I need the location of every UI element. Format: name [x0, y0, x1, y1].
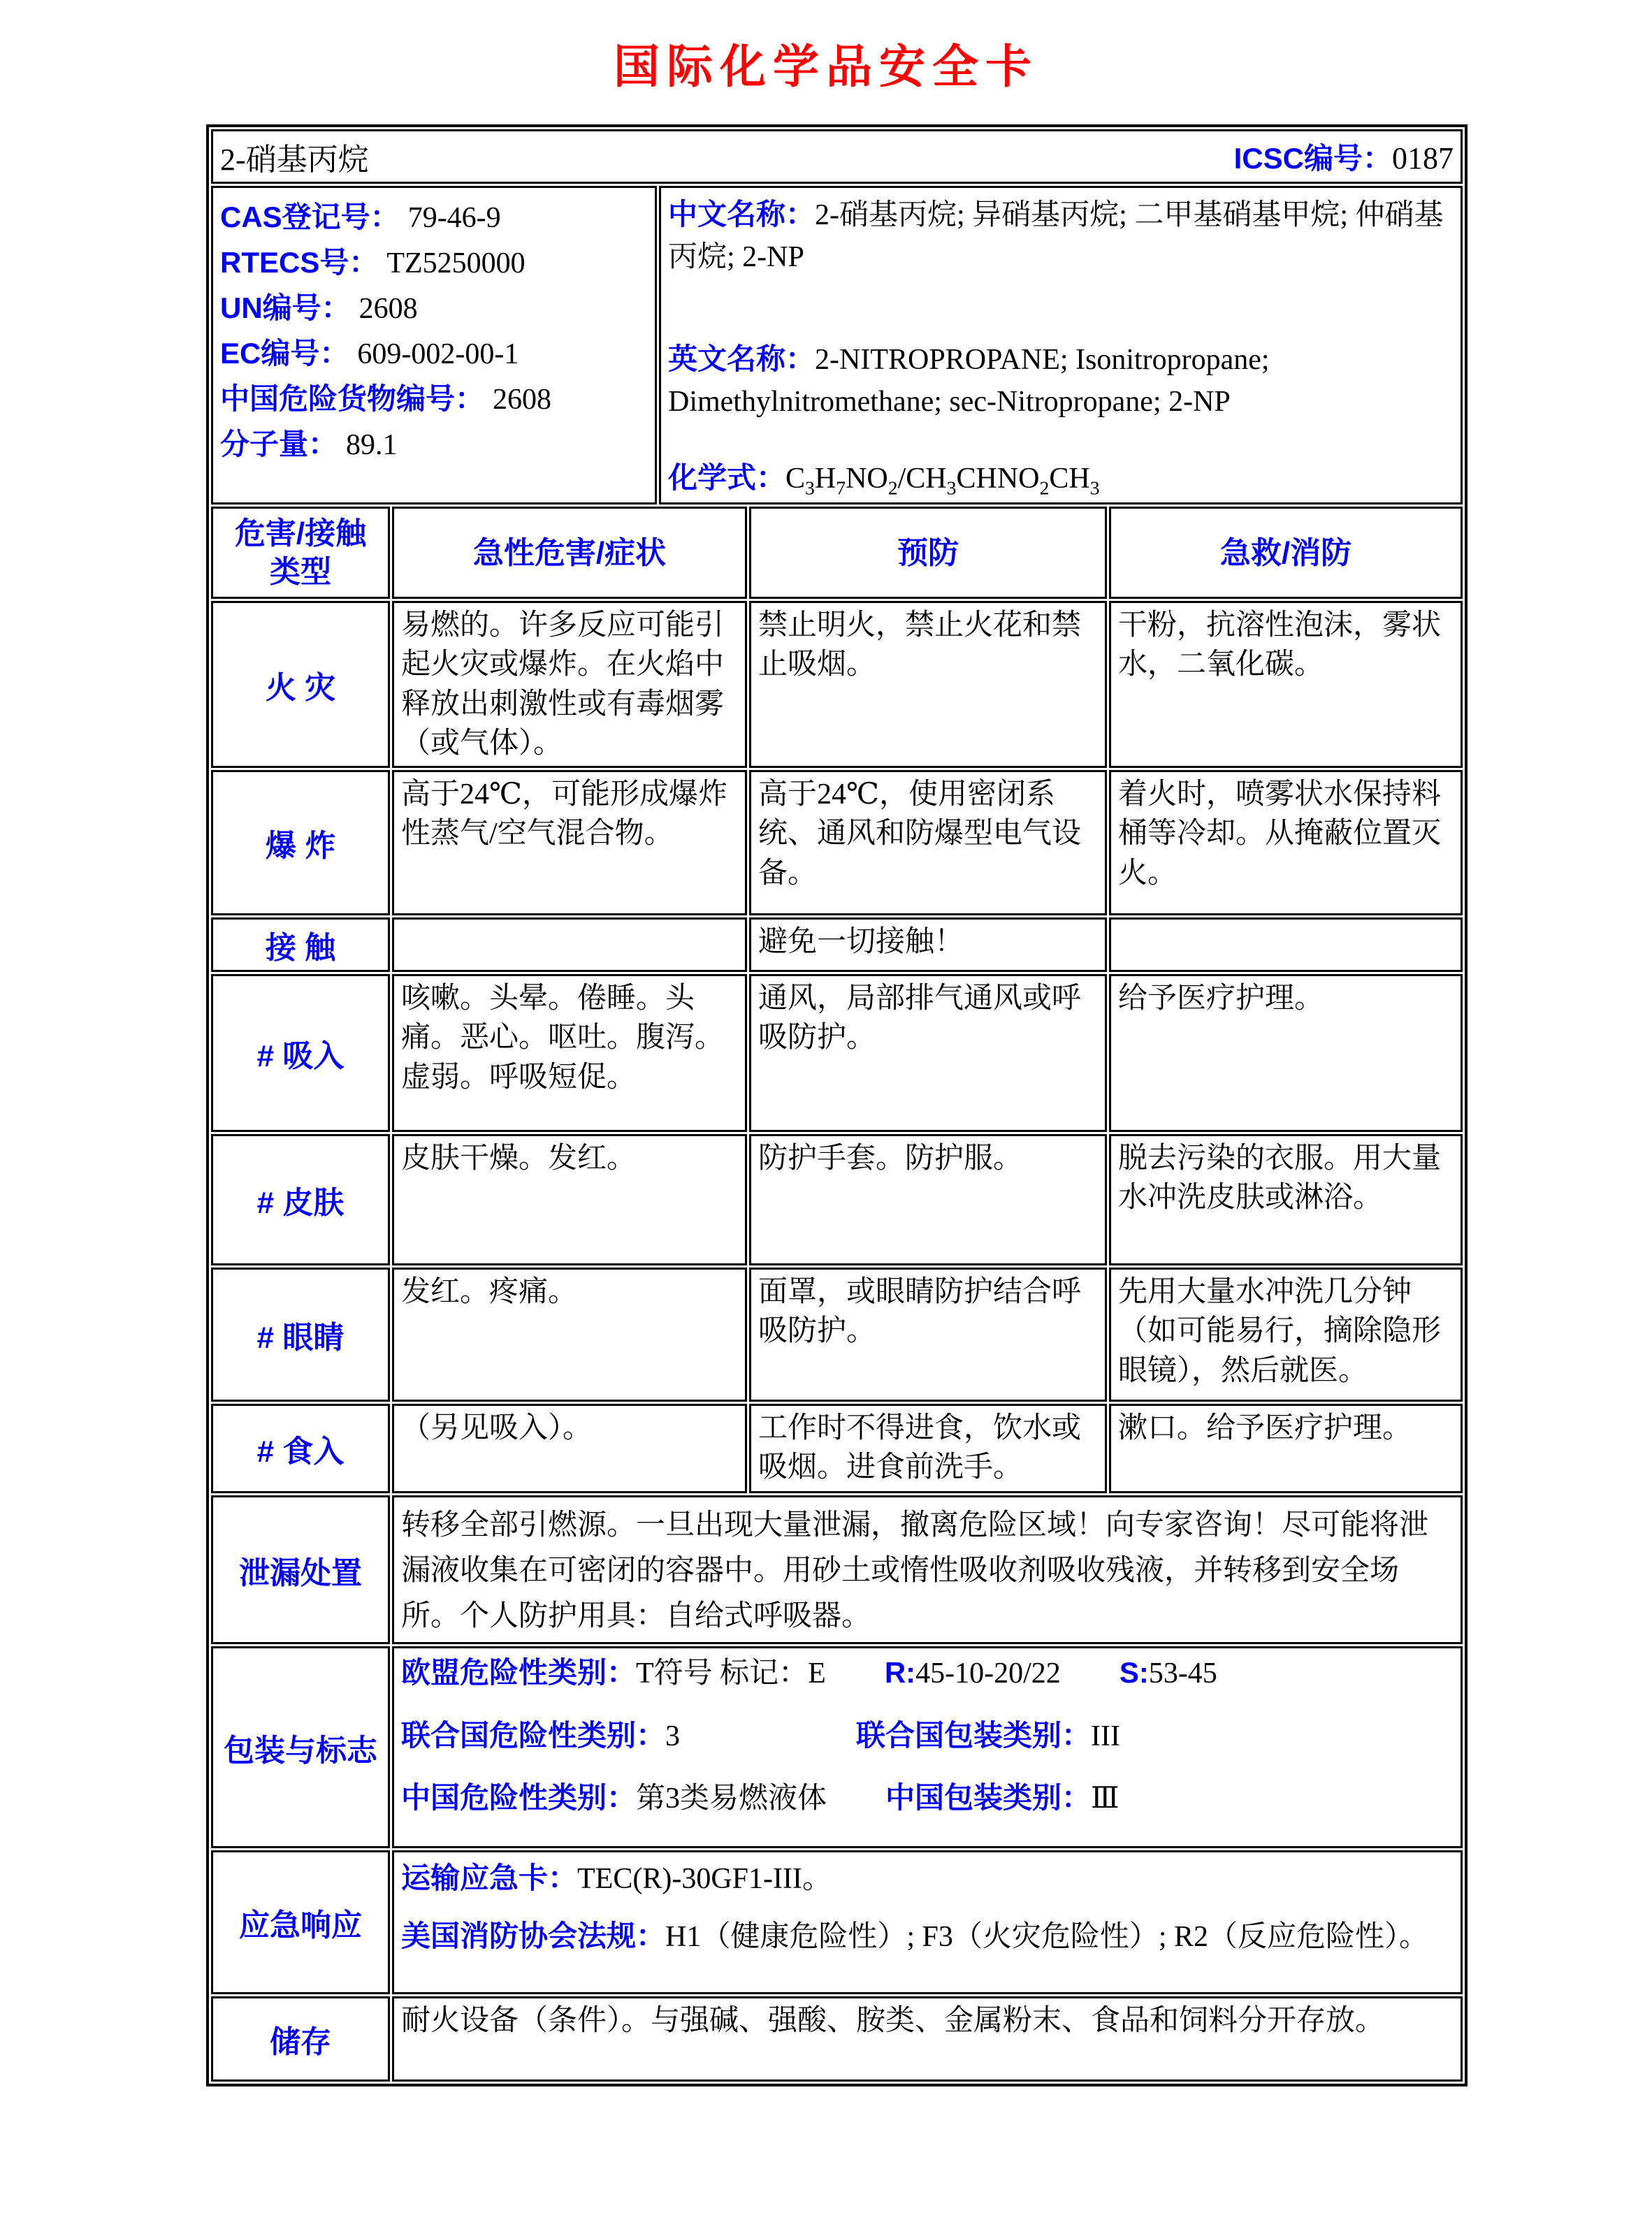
formula-subscript: 2 [1039, 476, 1050, 498]
inline-text: 45-10-20/22 [915, 1657, 1120, 1690]
hazard-prevention-cell: 避免一切接触！ [749, 917, 1107, 972]
hazard-type-label: # 眼睛 [256, 1321, 345, 1356]
hazard-type-cell [211, 1268, 390, 1402]
english-name-value: 2-NITROPROPANE; Isonitropropane; Dimethylnitromethane; sec-Nitropropane; 2-NP [668, 344, 1270, 418]
section-content-cell [392, 1495, 1463, 1644]
identifier-line [220, 240, 648, 286]
section-line [401, 1655, 1454, 1691]
inline-text: 53-45 [1148, 1657, 1217, 1690]
inline-text: T符号 标记：E [636, 1657, 885, 1690]
inline-label: 运输应急卡： [401, 1861, 578, 1894]
hazard-firstaid-cell [1109, 917, 1463, 972]
hazard-type-cell [211, 974, 390, 1132]
hazard-row-eyes [211, 1268, 1463, 1402]
identifier-label: EC编号： [220, 337, 349, 370]
formula-subscript: 7 [836, 476, 846, 498]
hazard-type-label: 爆 炸 [265, 829, 336, 864]
hazard-firstaid-cell: 着火时，喷雾状水保持料桶等冷却。从掩蔽位置灭火。 [1109, 770, 1463, 915]
inline-label: R: [884, 1656, 916, 1690]
hazard-symptom-cell: 咳嗽。头晕。倦睡。头痛。恶心。呕吐。腹泻。虚弱。呼吸短促。 [392, 974, 747, 1132]
hazard-symptom-cell: 易燃的。许多反应可能引起火灾或爆炸。在火焰中释放出刺激性或有毒烟雾（或气体）。 [392, 601, 747, 768]
hazard-type-label: # 食入 [256, 1435, 345, 1469]
column-header-firstaid [1109, 507, 1463, 599]
section-line [401, 1855, 1454, 1902]
hazard-type-label: 接 触 [265, 931, 336, 966]
hazard-firstaid-cell: 先用大量水冲洗几分钟（如可能易行，摘除隐形眼镜），然后就医。 [1109, 1268, 1463, 1402]
section-head-cell [211, 1996, 390, 2082]
column-header-row [211, 507, 1463, 599]
hazard-prevention-cell: 禁止明火，禁止火花和禁止吸烟。 [749, 601, 1107, 768]
section-line [401, 1780, 1454, 1816]
identifier-label: RTECS号： [220, 246, 379, 279]
section-head-cell [211, 1646, 390, 1847]
hazard-symptom-cell [392, 917, 747, 972]
formula-subscript: 3 [805, 476, 815, 498]
hazard-row-contact [211, 917, 1463, 972]
hazard-type-label: # 吸入 [256, 1039, 345, 1074]
page-title: 国际化学品安全卡 [614, 41, 1038, 92]
icsc-number-value: 0187 [1392, 141, 1454, 175]
hazard-symptom-cell: 高于24℃，可能形成爆炸性蒸气/空气混合物。 [392, 770, 747, 915]
identifier-value: TZ5250000 [386, 247, 526, 280]
identifier-value: 2608 [358, 293, 418, 325]
identifier-label: UN编号： [220, 291, 351, 324]
hazard-row-inhalation [211, 974, 1463, 1132]
formula-label: 化学式： [668, 460, 786, 494]
hazard-symptom-cell: 发红。疼痛。 [392, 1268, 747, 1402]
inline-label: 联合国危险性类别： [401, 1718, 666, 1752]
chemical-name: 2-硝基丙烷 [220, 143, 369, 177]
inline-label: S: [1119, 1656, 1149, 1690]
section-row-packaging [211, 1646, 1463, 1847]
icsc-number-label: ICSC编号： [1233, 142, 1392, 175]
section-head-label: 储存 [270, 2024, 331, 2059]
hazard-symptom-cell: 皮肤干燥。发红。 [392, 1134, 747, 1265]
section-content-cell [392, 1850, 1463, 1994]
section-row-storage [211, 1996, 1463, 2082]
english-name-block [668, 338, 1454, 423]
section-head-cell [211, 1850, 390, 1994]
inline-text: 耐火设备（条件）。与强碱、强酸、胺类、金属粉末、食品和饲料分开存放。 [401, 2004, 1385, 2037]
identifier-label: 分子量： [220, 428, 338, 460]
card-header-row [211, 129, 1463, 184]
column-header-text: 急性危害/症状 [472, 535, 667, 570]
inline-text: III [1091, 1720, 1121, 1752]
icsc-number-group [1234, 136, 1454, 177]
hazard-prevention-cell: 工作时不得进食，饮水或吸烟。进食前洗手。 [749, 1404, 1107, 1493]
inline-text: 转移全部引燃源。一旦出现大量泄漏，撤离危险区域！向专家咨询！尽可能将泄漏液收集在可密闭的容器中。用砂土或惰性吸收剂吸收残液，并转移到安全场所。个人防护用具：自给式呼吸器。 [401, 1509, 1429, 1633]
hazard-firstaid-cell: 脱去污染的衣服。用大量水冲洗皮肤或淋浴。 [1109, 1134, 1463, 1265]
chinese-name-value: 2-硝基丙烷; 异硝基丙烷; 二甲基硝基甲烷; 仲硝基丙烷; 2-NP [668, 199, 1444, 273]
identifier-value: 89.1 [346, 429, 398, 461]
section-head-cell [211, 1495, 390, 1644]
hazard-row-ingestion [211, 1404, 1463, 1493]
inline-text: H1（健康危险性）; F3（火灾危险性）; R2（反应危险性）。 [665, 1920, 1429, 1953]
chinese-name-block [668, 194, 1454, 278]
inline-label: 欧盟危险性类别： [401, 1656, 637, 1690]
formula-subscript: 3 [946, 476, 957, 498]
inline-text: 3 [665, 1720, 857, 1752]
column-header-text: 危害/接触类型 [234, 516, 367, 590]
hazard-row-fire [211, 601, 1463, 768]
identifier-label: 中国危险货物编号： [220, 382, 485, 415]
identifiers-cell [211, 186, 657, 504]
inline-text: 第3类易燃液体 [636, 1783, 886, 1815]
formula-subscript: 2 [887, 476, 898, 498]
section-line [401, 1913, 1454, 1960]
hazard-type-label: # 皮肤 [256, 1186, 345, 1221]
column-header-prevention [749, 507, 1107, 599]
section-head-label: 泄漏处置 [239, 1555, 362, 1590]
identifier-line [220, 195, 648, 240]
inline-text: Ⅲ [1091, 1783, 1120, 1815]
column-header-type [211, 507, 390, 599]
icsc-card [206, 124, 1468, 2086]
identifier-line [220, 286, 648, 331]
section-content-cell [392, 1646, 1463, 1847]
names-cell [659, 186, 1463, 504]
inline-label: 联合国包装类别： [856, 1718, 1092, 1752]
identifier-label: CAS登记号： [220, 201, 400, 233]
column-header-text: 急救/消防 [1219, 535, 1352, 570]
section-head-label: 应急响应 [239, 1908, 362, 1943]
section-row-spill [211, 1495, 1463, 1644]
hazard-prevention-cell: 面罩，或眼睛防护结合呼吸防护。 [749, 1268, 1107, 1402]
hazard-type-cell [211, 1134, 390, 1265]
identifier-value: 609-002-00-1 [357, 338, 519, 370]
identifier-line [220, 422, 648, 467]
inline-label: 中国包装类别： [885, 1781, 1092, 1815]
section-line [401, 2001, 1454, 2041]
card-header-cell [211, 129, 1463, 184]
chinese-name-label: 中文名称： [668, 198, 816, 231]
identifier-value: 2608 [493, 384, 552, 416]
section-head-label: 包装与标志 [224, 1733, 377, 1768]
hazard-type-cell [211, 601, 390, 768]
inline-label: 中国危险性类别： [401, 1781, 637, 1815]
identification-row [211, 186, 1463, 504]
hazard-firstaid-cell: 干粉，抗溶性泡沫，雾状水，二氧化碳。 [1109, 601, 1463, 768]
identifier-value: 79-46-9 [407, 202, 501, 234]
inline-label: 美国消防协会法规： [401, 1919, 666, 1952]
hazard-row-explosion [211, 770, 1463, 915]
hazard-type-cell [211, 1404, 390, 1493]
hazard-prevention-cell: 通风，局部排气通风或呼吸防护。 [749, 974, 1107, 1132]
formula-value: $C_3H_7NO_2/CH_3CHNO_2CH_3$ [785, 462, 1100, 498]
hazard-firstaid-cell: 给予医疗护理。 [1109, 974, 1463, 1132]
hazard-prevention-cell: 防护手套。防护服。 [749, 1134, 1107, 1265]
hazard-symptom-cell: （另见吸入）。 [392, 1404, 747, 1493]
hazard-type-cell [211, 770, 390, 915]
section-line [401, 1500, 1454, 1639]
hazard-type-label: 火 灾 [265, 670, 336, 705]
section-content-cell [392, 1996, 1463, 2082]
hazard-type-cell [211, 917, 390, 972]
hazard-row-skin [211, 1134, 1463, 1265]
section-row-emergency [211, 1850, 1463, 1994]
column-header-text: 预防 [897, 535, 959, 570]
formula-block [668, 457, 1454, 500]
identifier-line [220, 331, 648, 377]
column-header-symptom [392, 507, 747, 599]
hazard-firstaid-cell: 漱口。给予医疗护理。 [1109, 1404, 1463, 1493]
inline-text: TEC(R)-30GF1-III。 [577, 1862, 832, 1895]
hazard-prevention-cell: 高于24℃，使用密闭系统、通风和防爆型电气设备。 [749, 770, 1107, 915]
formula-subscript: 3 [1089, 476, 1100, 498]
section-line [401, 1718, 1454, 1754]
identifier-line [220, 377, 648, 422]
english-name-label: 英文名称： [668, 342, 816, 376]
